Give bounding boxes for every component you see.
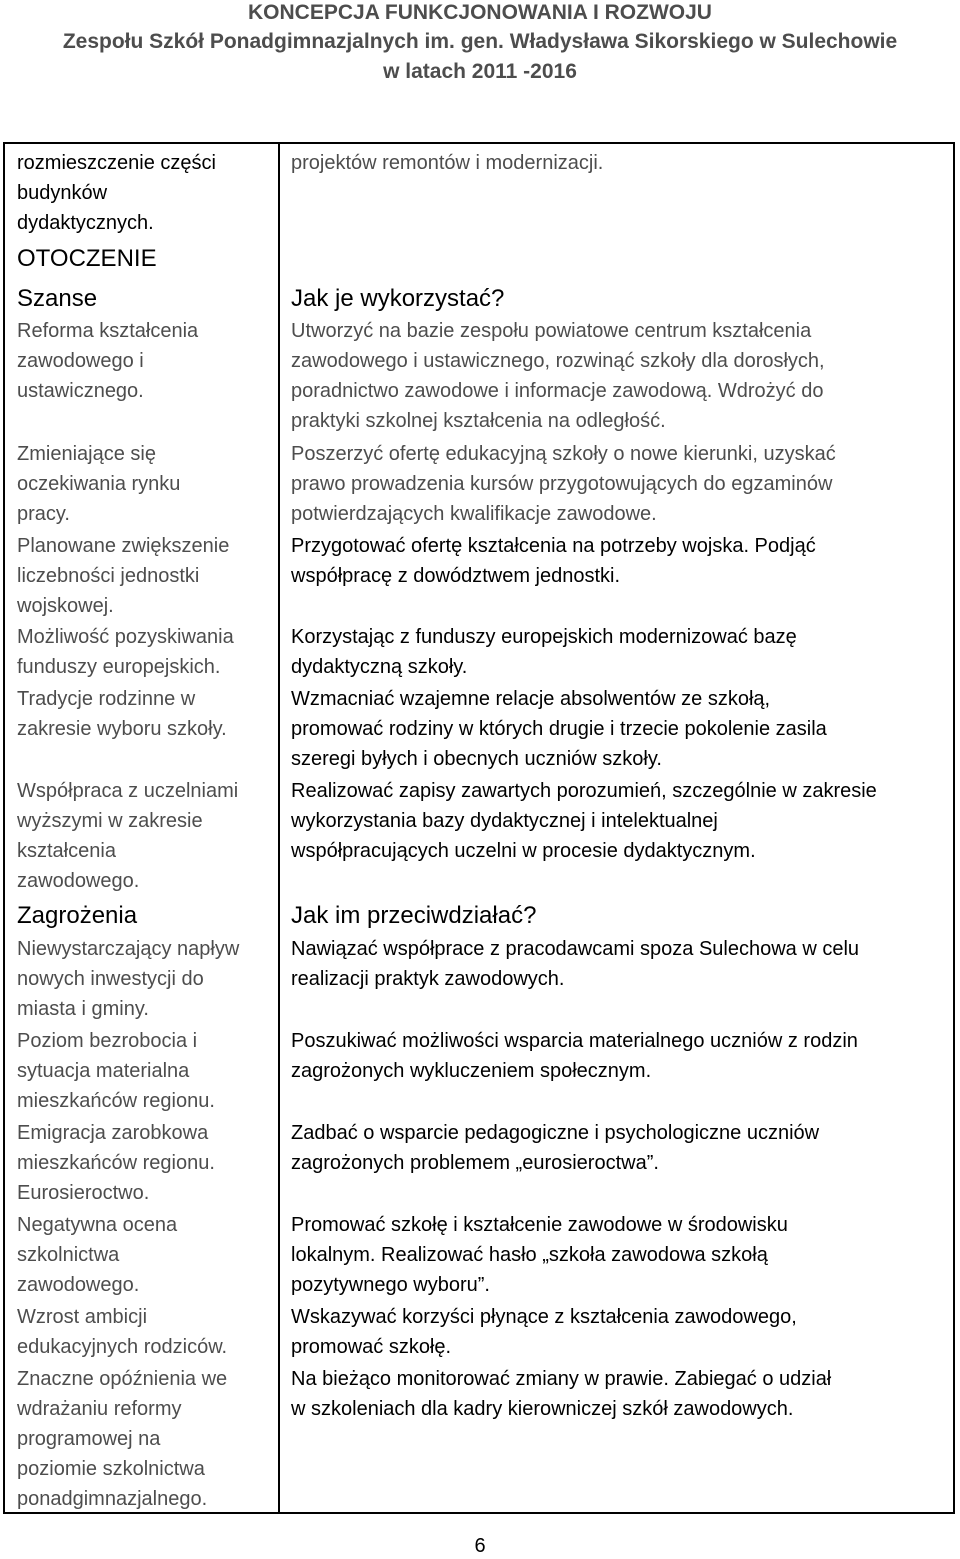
- wykorzystac-line: prawo prowadzenia kursów przygotowujących do egzaminów: [291, 473, 833, 495]
- zagrozenie-line: Emigracja zarobkowa: [17, 1122, 209, 1144]
- zagrozenie-line: Poziom bezrobocia i: [17, 1030, 198, 1052]
- zagrozenie-line: nowych inwestycji do: [17, 968, 204, 990]
- szansa-line: wyższymi w zakresie: [17, 810, 203, 832]
- przeciwdzialac-line: promować szkołę.: [291, 1336, 452, 1358]
- zagrozenie-line: mieszkańców regionu.: [17, 1152, 215, 1174]
- section-heading-zagrozenia: Zagrożenia: [17, 902, 138, 929]
- wykorzystac-line: poradnictwo zawodowe i informacje zawodową. Wdrożyć do: [291, 380, 824, 402]
- szansa-line: pracy.: [17, 503, 70, 525]
- przeciwdzialac-line: Zadbać o wsparcie pedagogiczne i psychologiczne uczniów: [291, 1122, 820, 1144]
- przeciwdzialac-line: lokalnym. Realizować hasło „szkoła zawodowa szkołą: [291, 1244, 768, 1266]
- section-heading-otoczenie: OTOCZENIE: [17, 245, 157, 272]
- wykorzystac-line: Realizować zapisy zawartych porozumień, szczególnie w zakresie: [291, 780, 877, 802]
- zagrozenie-line: Negatywna ocena: [17, 1214, 178, 1236]
- szansa-line: funduszy europejskich.: [17, 656, 221, 678]
- przeciwdzialac-line: Promować szkołę i kształcenie zawodowe w środowisku: [291, 1214, 788, 1236]
- wykorzystac-line: wykorzystania bazy dydaktycznej i intelektualnej: [291, 810, 718, 832]
- zagrozenie-line: programowej na: [17, 1428, 161, 1450]
- przeciwdzialac-line: Poszukiwać możliwości wsparcia materialnego uczniów z rodzin: [291, 1030, 858, 1052]
- przeciwdzialac-line: zagrożonych problemem „eurosieroctwa”.: [291, 1152, 659, 1174]
- szansa-line: zawodowego i: [17, 350, 144, 372]
- zagrozenie-line: mieszkańców regionu.: [17, 1090, 215, 1112]
- document-title: KONCEPCJA FUNKCJONOWANIA I ROZWOJU: [248, 1, 712, 24]
- zagrozenie-line: Znaczne opóźnienia we: [17, 1368, 228, 1390]
- section-heading-jak-przeciwdzialac: Jak im przeciwdziałać?: [291, 902, 537, 929]
- szansa-line: zakresie wyboru szkoły.: [17, 718, 227, 740]
- szansa-line: Zmieniające się: [17, 443, 156, 465]
- right-intro-line: projektów remontów i modernizacji.: [291, 152, 604, 174]
- wykorzystac-line: dydaktyczną szkoły.: [291, 656, 468, 678]
- przeciwdzialac-line: Nawiązać współprace z pracodawcami spoza Sulechowa w celu: [291, 938, 860, 960]
- przeciwdzialac-line: zagrożonych wykluczeniem społecznym.: [291, 1060, 652, 1082]
- wykorzystac-line: Poszerzyć ofertę edukacyjną szkoły o nowe kierunki, uzyskać: [291, 443, 836, 465]
- przeciwdzialac-line: w szkoleniach dla kadry kierowniczej szkół zawodowych.: [291, 1398, 794, 1420]
- szansa-line: oczekiwania rynku: [17, 473, 181, 495]
- szansa-line: Reforma kształcenia: [17, 320, 199, 342]
- zagrozenie-line: sytuacja materialna: [17, 1060, 190, 1082]
- przeciwdzialac-line: Wskazywać korzyści płynące z kształcenia zawodowego,: [291, 1306, 797, 1328]
- zagrozenie-line: szkolnictwa: [17, 1244, 120, 1266]
- szansa-line: Możliwość pozyskiwania: [17, 626, 234, 648]
- zagrozenie-line: wdrażaniu reformy: [17, 1398, 182, 1420]
- document-subtitle: Zespołu Szkół Ponadgimnazjalnych im. gen. Władysława Sikorskiego w Sulechowie: [62, 30, 898, 53]
- przeciwdzialac-line: realizacji praktyk zawodowych.: [291, 968, 565, 990]
- zagrozenie-line: Eurosieroctwo.: [17, 1182, 150, 1204]
- szansa-line: liczebności jednostki: [17, 565, 200, 587]
- page-number: 6: [474, 1535, 486, 1557]
- szansa-line: zawodowego.: [17, 870, 140, 892]
- column-divider: [278, 144, 280, 1512]
- przeciwdzialac-line: pozytywnego wyboru”.: [291, 1274, 490, 1296]
- wykorzystac-line: zawodowego i ustawicznego, rozwinąć szkoły dla dorosłych,: [291, 350, 825, 372]
- left-intro-line: dydaktycznych.: [17, 212, 154, 234]
- section-heading-szanse: Szanse: [17, 285, 98, 312]
- szansa-line: Planowane zwiększenie: [17, 535, 230, 557]
- wykorzystac-line: promować rodziny w których drugie i trzecie pokolenie zasila: [291, 718, 827, 740]
- szansa-line: ustawicznego.: [17, 380, 144, 402]
- wykorzystac-line: praktyki szkolnej kształcenia na odległość.: [291, 410, 666, 432]
- wykorzystac-line: współpracujących uczelni w procesie dydaktycznym.: [291, 840, 756, 862]
- przeciwdzialac-line: Na bieżąco monitorować zmiany w prawie. Zabiegać o udział: [291, 1368, 832, 1390]
- szansa-line: kształcenia: [17, 840, 116, 862]
- zagrozenie-line: Wzrost ambicji: [17, 1306, 148, 1328]
- wykorzystac-line: Korzystając z funduszy europejskich modernizować bazę: [291, 626, 797, 648]
- left-intro-line: budynków: [17, 182, 108, 204]
- szansa-line: Współpraca z uczelniami: [17, 780, 239, 802]
- zagrozenie-line: edukacyjnych rodziców.: [17, 1336, 228, 1358]
- left-intro-line: rozmieszczenie części: [17, 152, 216, 174]
- wykorzystac-line: współpracę z dowództwem jednostki.: [291, 565, 621, 587]
- wykorzystac-line: Przygotować ofertę kształcenia na potrzeby wojska. Podjąć: [291, 535, 816, 557]
- zagrozenie-line: ponadgimnazjalnego.: [17, 1488, 208, 1510]
- zagrozenie-line: poziomie szkolnictwa: [17, 1458, 205, 1480]
- szansa-line: wojskowej.: [17, 595, 114, 617]
- section-heading-jak-wykorzystac: Jak je wykorzystać?: [291, 285, 505, 312]
- wykorzystac-line: Wzmacniać wzajemne relacje absolwentów ze szkołą,: [291, 688, 771, 710]
- wykorzystac-line: potwierdzających kwalifikacje zawodowe.: [291, 503, 657, 525]
- zagrozenie-line: miasta i gminy.: [17, 998, 149, 1020]
- wykorzystac-line: szeregi byłych i obecnych uczniów szkoły.: [291, 748, 662, 770]
- document-period: w latach 2011 -2016: [383, 60, 577, 83]
- zagrozenie-line: zawodowego.: [17, 1274, 140, 1296]
- swot-table: [3, 142, 955, 1514]
- szansa-line: Tradycje rodzinne w: [17, 688, 196, 710]
- wykorzystac-line: Utworzyć na bazie zespołu powiatowe centrum kształcenia: [291, 320, 812, 342]
- zagrozenie-line: Niewystarczający napływ: [17, 938, 240, 960]
